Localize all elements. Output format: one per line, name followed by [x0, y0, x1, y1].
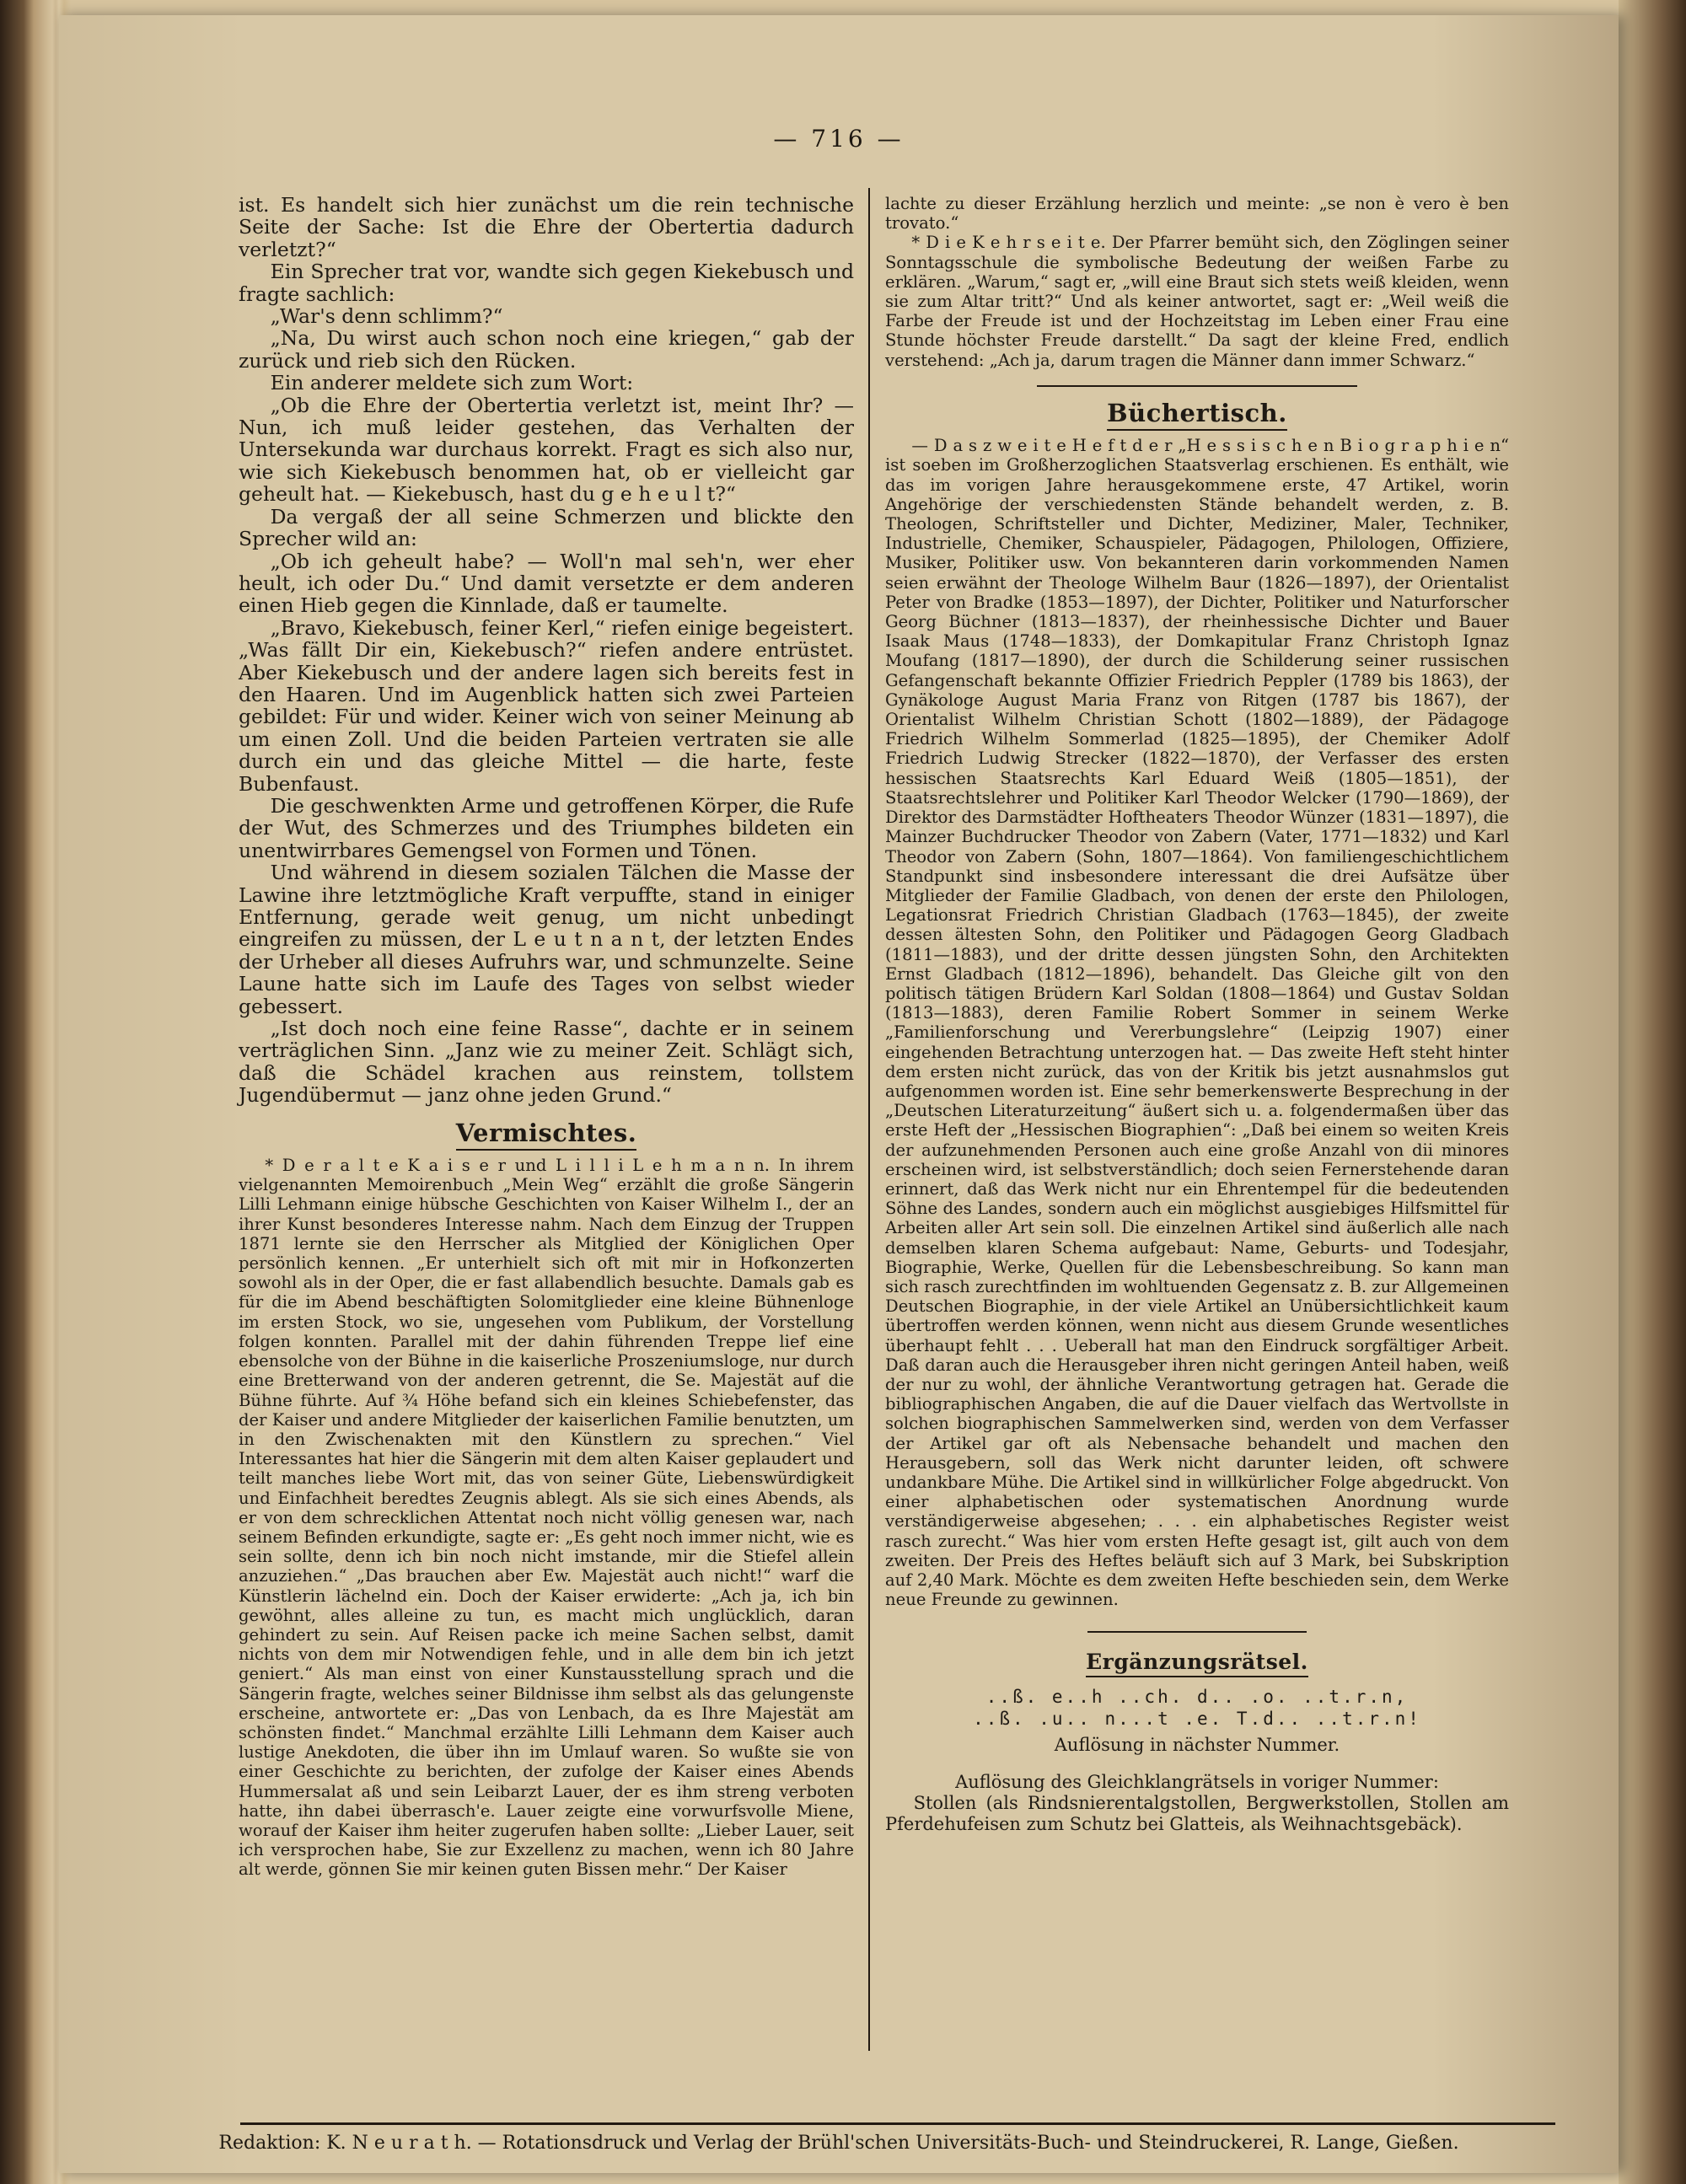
story-paragraph: „Ob ich geheult habe? — Woll'n mal seh'n, wer eher heult, ich oder Du.“ Und damit versetzte er dem anderen einen Hieb gegen die Kinnlade, daß er taumelte.	[239, 549, 854, 618]
page-number: — 716 —	[773, 125, 905, 153]
book-right-edge	[1619, 0, 1686, 2184]
story-paragraph: Da vergaß der all seine Schmerzen und blickte den Sprecher wild an:	[239, 504, 854, 551]
right-column	[885, 194, 1509, 1835]
story-paragraph: Ein Sprecher trat vor, wandte sich gegen Kiekebusch und fragte sachlich:	[239, 260, 854, 306]
section-heading-vermischtes: Vermischtes.	[239, 1122, 854, 1144]
solution-text: Stollen (als Rindsnierentalgstollen, Bergwerkstollen, Stollen am Pferdehufeisen zum Schutz bei Glatteis, als Weihnachtsgebäck).	[885, 1793, 1509, 1835]
book-review-hessische-biographien: — D a s z w e i t e H e f t d e r „H e s s i s c h e n B i o g r a p h i e n“ ist soeben im Großherzoglichen Staatsverlag erschienen. Es enthält, wie das im vorigen Jahre herausgekommene erste, 47 Artikel, worin Angehörige der verschiedensten Stände behandelt werden, z. B. Theologen, Schriftsteller und Dichter, Mediziner, Maler, Techniker, Industrielle, Chemiker, Schauspieler, Pädagogen, Philologen, Offiziere, Musiker, Politiker usw. Von bekannteren darin vorkommenden Namen seien erwähnt der Theologe Wilhelm Baur (1826—1897), der Orientalist Peter von Bradke (1853—1897), der Dichter, Politiker und Naturforscher Georg Büchner (1813—1837), der rheinhessische Dichter und Bauer Isaak Maus (1748—1833), der Domkapitular Franz Christoph Ignaz Moufang (1817—1890), der durch die Schilderung seiner russischen Gefangenschaft bekannte Offizier Friedrich Peppler (1789 bis 1863), der Gynäkologe August Maria Franz von Ritgen (1787 bis 1867), der Orientalist Wilhelm Christian Schott (1802—1889), der Pädagoge Friedrich Wilhelm Sommerlad (1825—1895), der Chemiker Adolf Friedrich Ludwig Strecker (1822—1870), der Verfasser des ersten hessischen Staatsrechts Karl Eduard Weiß (1805—1851), der Staatsrechtslehrer und Politiker Karl Theodor Welcker (1790—1869), der Direktor des Darmstädter Hoftheaters Theodor Wünzer (1831—1897), die Mainzer Buchdrucker Theodor von Zabern (Vater, 1771—1832) und Karl Theodor von Zabern (Sohn, 1807—1864). Von familiengeschichtlichem Standpunkt sind insbesondere interessant die drei Aufsätze über Mitglieder der Familie Gladbach, von denen der erste den Philologen, Legationsrat Friedrich Christian Gladbach (1763—1845), der zweite dessen ältesten Sohn, den Politiker und Pädagogen Georg Gladbach (1811—1883), und der dritte dessen jüngsten Sohn, den Architekten Ernst Gladbach (1812—1896), behandelt. Das Gleiche gilt von den politisch tätigen Brüdern Karl Soldan (1808—1864) und Gustav Soldan (1813—1883), deren Familie Robert Sommer in seinem Werke „Familienforschung und Vererbungslehre“ (Leipzig 1907) einer eingehenden Betrachtung unterzogen hat. — Das zweite Heft steht hinter dem ersten nicht zurück, das von der Kritik bis jetzt ausnahmslos gut aufgenommen worden ist. Eine sehr bemerkenswerte Besprechung in der „Deutschen Literaturzeitung“ äußert sich u. a. folgendermaßen über das erste Heft der „Hessischen Biographien“: „Daß bei einem so weiten Kreis der aufzunehmenden Personen auch eine große Anzahl von dii minores erscheinen wird, ist selbstverständlich; doch seien Fernerstehende daran erinnert, daß das Werk nicht nur ein Ehrentempel für die bedeutenden Söhne des Landes, sondern auch ein möglichst ausgiebiges Hilfsmittel für Arbeiten aller Art sein soll. Die einzelnen Artikel sind äußerlich alle nach demselben klaren Schema aufgebaut: Name, Geburts- und Todesjahr, Biographie, Werke, Quellen für die Lebensbeschreibung. So kann man sich rasch zurechtfinden im wohltuenden Gegensatz z. B. zur Allgemeinen Deutschen Biographie, in der viele Artikel an Unübersichtlichkeit kaum übertroffen werden können, wenn nicht aus diesem Grunde wesentliches überhaupt fehlt . . . Ueberall hat man den Eindruck sorgfältiger Arbeit. Daß daran auch die Herausgeber ihren nicht geringen Anteil haben, weiß der nur zu wohl, der ähnliche Verantwortung getragen hat. Gerade die bibliographischen Angaben, die auf die Dauer vielfach das Wertvollste in solchen biographischen Sammelwerken sind, werden von dem Verfasser der Artikel gar oft als Nebensache behandelt und machen den Herausgebern, soll das Werk nicht darunter leiden, oft schwere undankbare Mühe. Die Artikel sind in willkürlicher Folge abgedruckt. Von einer alphabetischen oder systematischen Anordnung wurde verständigerweise abgesehen; . . . ein alphabetisches Register weist rasch zurecht.“ Was hier vom ersten Hefte gesagt ist, gilt auch von dem zweiten. Der Preis des Heftes beläuft sich auf 3 Mark, bei Subskription auf 2,40 Mark. Möchte es dem zweiten Hefte beschieden sein, dem Werke neue Freunde zu gewinnen.	[885, 436, 1509, 1610]
story-paragraph: „Ob die Ehre der Obertertia verletzt ist, meint Ihr? — Nun, ich muß leider gestehen, das Verhalten der Untersekunda war durchaus korrekt. Fragt es sich also nur, wie sich Kiekebusch benommen hat, ob er vielleicht gar geheult hat. — Kiekebusch, hast du g e h e u l t?“	[239, 393, 854, 507]
story-paragraph: Die geschwenkten Arme und getroffenen Körper, die Rufe der Wut, des Schmerzes und des Triumphes bildeten ein unentwirrbares Gemengsel von Formen und Tönen.	[239, 793, 854, 862]
story-paragraph: Ein anderer meldete sich zum Wort:	[270, 371, 634, 395]
misc-article-kehrseite: * D i e K e h r s e i t e. Der Pfarrer bemüht sich, den Zöglingen seiner Sonntagsschule die symbolische Bedeutung der weißen Farbe zu erklären. „Warum,“ sagt er, „will eine Braut sich stets weiß kleiden, wenn sie zum Altar tritt?“ Und als keiner antwortet, sagt er: „Weil weiß die Farbe der Freude ist und der Hochzeitstag im Leben einer Frau eine Stunde höchster Freude darstellt.“ Da sagt der kleine Fred, endlich verstehend: „Ach ja, darum tragen die Männer dann immer Schwarz.“	[885, 233, 1509, 370]
imprint-footer: Redaktion: K. N e u r a t h. — Rotationsdruck und Verlag der Brühl'schen Universitäts-Buch- und Steindruckerei, R. Lange, Gießen.	[218, 2133, 1459, 2154]
puzzle-line: ..ß. e..h ..ch. d.. .o. ..t.r.n,	[985, 1686, 1409, 1707]
section-heading-ergaenzungsraetsel: Ergänzungsrätsel.	[885, 1651, 1509, 1673]
puzzle-line: ..ß. .u.. n...t .e. T.d.. ..t.r.n!	[973, 1709, 1421, 1730]
left-column	[239, 194, 854, 1880]
story-paragraph: „Ist doch noch eine feine Rasse“, dachte er in seinem verträglichen Sinn. „Janz wie zu meiner Zeit. Schlägt sich, daß die Schädel krachen aus reinstem, tollstem Jugendübermut — janz ohne jeden Grund.“	[239, 1017, 854, 1108]
story-paragraph: „Bravo, Kiekebusch, feiner Kerl,“ riefen einige begeistert. „Was fällt Dir ein, Kiekebusch?“ riefen andere entrüstet. Aber Kiekebusch und der andere lagen sich bereits fest in den Haaren. Und im Augenblick hatten sich zwei Parteien gebildet: Für und wider. Keiner wich von seiner Meinung ab um einen Zoll. Und die beiden Parteien vertraten sie alle durch ein und das gleiche Mittel — die harte, feste Bubenfaust.	[239, 615, 854, 796]
puzzle-note: Auflösung in nächster Nummer.	[1054, 1734, 1340, 1755]
section-heading-buechertisch: Büchertisch.	[885, 402, 1509, 424]
misc-article-continued: lachte zu dieser Erzählung herzlich und meinte: „se non è vero è ben trovato.“	[885, 194, 1509, 233]
story-paragraph: „War's denn schlimm?“	[270, 304, 503, 329]
misc-article-kaiser: * D e r a l t e K a i s e r und L i l l i L e h m a n n. In ihrem vielgenannten Memoirenbuch „Mein Weg“ erzählt die große Sängerin Lilli Lehmann einige hübsche Geschichten von Kaiser Wilhelm I., der an ihrer Kunst besonderes Interesse nahm. Nach dem Einzug der Truppen 1871 lernte sie den Herrscher als Mitglied der Königlichen Oper persönlich kennen. „Er unterhielt sich oft mit mir in Hofkonzerten sowohl als in der Oper, die er fast allabendlich besuchte. Damals gab es für die im Abend beschäftigten Solomitglieder eine kleine Bühnenloge im ersten Stock, wo sie, ungesehen vom Publikum, der Vorstellung folgen konnten. Parallel mit der dahin führenden Treppe lief eine ebensolche von der Bühne in die kaiserliche Proszeniumsloge, nur durch eine Bretterwand von der anderen getrennt, die Se. Majestät auf die Bühne führte. Auf ¾ Höhe befand sich ein kleines Schiebefenster, das der Kaiser und andere Mitglieder der kaiserlichen Familie benutzten, um in den Zwischenakten mit den Künstlern zu sprechen.“ Viel Interessantes hat hier die Sängerin mit dem alten Kaiser geplaudert und teilt manches liebe Wort mit, das von seiner Güte, Liebenswürdigkeit und Einfachheit beredtes Zeugnis ablegt. Als sie sich eines Abends, als er von dem schrecklichen Attentat noch nicht völlig genesen war, nach seinem Befinden erkundigte, sagte er: „Es geht noch immer nicht, wie es sein sollte, denn ich bin noch nicht imstande, mir die Stiefel allein anzuziehen.“ „Das brauchen aber Ew. Majestät auch nicht!“ warf die Künstlerin lächelnd ein. Doch der Kaiser erwiderte: „Ach ja, ich bin gewöhnt, alles alleine zu tun, es macht mich unglücklich, daran gehindert zu sein. Auf Reisen packe ich meine Sachen selbst, damit nichts von dem mir Notwendigen fehle, und in alle dem bin ich jetzt geniert.“ Als man einst von einer Kunstausstellung sprach und die Sängerin fragte, welches seiner Bildnisse ihm selbst als das gelungenste erscheine, antwortete er: „Das von Lenbach, da es Ihre Majestät am schönsten findet.“ Manchmal erzählte Lilli Lehmann dem Kaiser auch lustige Anekdoten, die über ihn im Umlauf waren. So wußte sie von einer Geschichte zu berichten, der zufolge der Kaiser eines Abends Hummersalat aß und sein Leibarzt Lauer, der es ihm streng verboten hatte, ihn dabei überrasch'e. Lauer zeigte eine vorwurfsvolle Miene, worauf der Kaiser ihm heiter zugerufen haben sollte: „Lieber Lauer, seit ich versprochen habe, Sie zur Exzellenz zu machen, wenn ich 80 Jahre alt werde, gönnen Sie mir keinen guten Bissen mehr.“ Der Kaiser	[239, 1156, 854, 1880]
story-paragraph: Und während in diesem sozialen Tälchen die Masse der Lawine ihre letztmögliche Kraft verpuffte, stand in einiger Entfernung, gerade weit genug, um nicht unbedingt eingreifen zu müssen, der L e u t n a n t, der letzten Endes der Urheber all dieses Aufruhrs war, und schmunzelte. Seine Laune hatte sich im Laufe des Tages von selbst wieder gebessert.	[239, 861, 854, 1018]
footer-rule	[240, 2122, 1555, 2125]
story-paragraph: „Na, Du wirst auch schon noch eine kriegen,“ gab der zurück und rieb sich den Rücken.	[239, 326, 854, 373]
section-divider	[1037, 385, 1357, 387]
story-paragraph: ist. Es handelt sich hier zunächst um die rein technische Seite der Sache: Ist die Ehre der Obertertia dadurch verletzt?“	[239, 193, 854, 261]
section-divider	[1087, 1631, 1307, 1633]
solution-title: Auflösung des Gleichklangrätsels in voriger Nummer:	[955, 1772, 1439, 1793]
newspaper-page	[59, 15, 1619, 2173]
column-rule	[868, 188, 870, 2051]
